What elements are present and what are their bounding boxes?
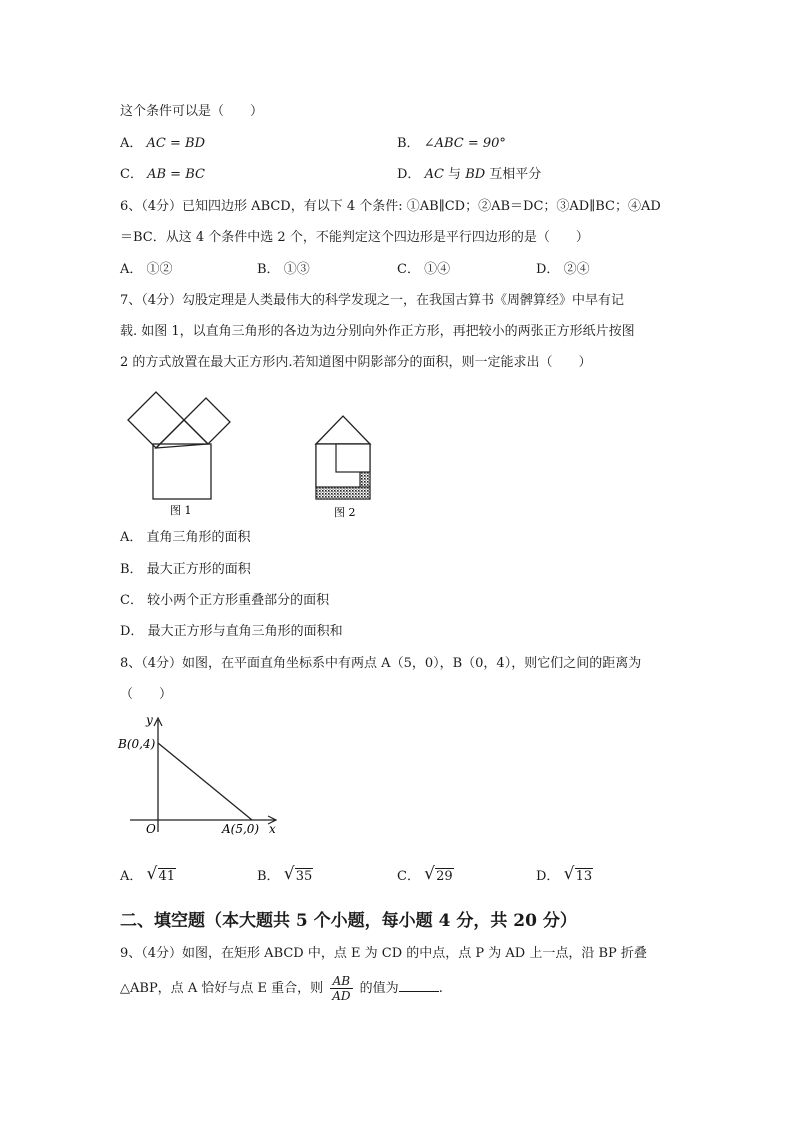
option-label: D． [536, 262, 560, 277]
q5-option-b[interactable] [397, 135, 506, 153]
q6-option-a[interactable] [120, 261, 173, 279]
fig2-shaded-region-bottom [316, 487, 370, 499]
q7-line-1: 7、（4分）勾股定理是人类最伟大的科学发现之一，在我国古算书《周髀算经》中早有记 [120, 293, 625, 308]
answer-blank[interactable] [399, 979, 439, 992]
q7-option-a[interactable] [120, 529, 251, 547]
figure-1-pythagoras [120, 390, 300, 525]
q5-option-a[interactable] [120, 135, 205, 153]
q7-option-d[interactable] [120, 623, 343, 641]
option-text: ①④ [424, 262, 451, 277]
q6-option-b[interactable] [257, 261, 310, 279]
q6-option-d[interactable] [536, 261, 590, 279]
y-axis-label: y [146, 713, 153, 727]
q8-option-d[interactable] [536, 864, 593, 886]
radicand: 35 [295, 869, 313, 884]
option-text: ②④ [563, 262, 590, 277]
q8-option-a[interactable] [120, 864, 176, 886]
option-text: 直角三角形的面积 [146, 530, 251, 545]
q8-option-c[interactable] [397, 864, 454, 886]
fig2-small-square [336, 444, 370, 472]
option-text: ①② [146, 262, 173, 277]
q8-line-1: 8、（4分）如图，在平面直角坐标系中有两点 A（5，0），B（0，4），则它们之间的距离为 [120, 656, 642, 671]
q7-line-2: 载. 如图 1，以直角三角形的各边为边分别向外作正方形，再把较小的两张正方形纸片按图 [120, 324, 635, 339]
q7-option-c[interactable] [120, 592, 329, 610]
origin-label: O [146, 822, 156, 836]
option-text: ①③ [283, 262, 310, 277]
fig2-shaded-region-side [360, 472, 370, 487]
sqrt-symbol: √ 35 [283, 864, 313, 884]
fig2-triangle [316, 416, 370, 444]
q9-line-2 [120, 972, 443, 1006]
option-text: 较小两个正方形重叠部分的面积 [147, 593, 330, 608]
fig1-right-square [184, 398, 230, 444]
sqrt-symbol: √ 13 [563, 864, 593, 884]
option-math-1: AC [424, 167, 444, 182]
point-b-label: B(0,4) [118, 737, 156, 751]
option-text: AB = BC [147, 167, 205, 182]
q8-option-b[interactable] [257, 864, 313, 886]
option-label: A． [120, 869, 143, 884]
fig1-left-square [128, 392, 184, 448]
option-label: C． [397, 262, 420, 277]
q8-line-2: （ ） [120, 687, 173, 702]
radicand: 13 [575, 869, 593, 884]
point-a-label: A(5,0) [222, 822, 260, 836]
q5-stem: 这个条件可以是（ ） [120, 104, 264, 119]
option-label: B． [120, 562, 143, 577]
fig1-caption: 图 1 [170, 504, 192, 517]
option-label: C． [120, 593, 143, 608]
option-label: A． [120, 136, 143, 151]
option-label: A． [120, 530, 143, 545]
q9-line-2-post: 的值为 [359, 981, 399, 996]
sqrt-symbol: √ 41 [146, 864, 176, 884]
q6-line-2: ＝BC．从这 4 个条件中选 2 个，不能判定这个四边形是平行四边形的是（ ） [120, 230, 589, 245]
fig2-caption: 图 2 [334, 506, 356, 519]
x-axis-label: x [269, 822, 276, 836]
option-text: ∠ABC = 90° [423, 136, 506, 151]
option-label: A． [120, 262, 143, 277]
option-label: D． [120, 624, 144, 639]
q5-option-d[interactable] [397, 166, 541, 184]
fraction-denominator: AD [332, 989, 351, 1003]
option-text-end: 互相平分 [485, 167, 542, 182]
option-label: B． [257, 262, 280, 277]
q7-line-3: 2 的方式放置在最大正方形内.若知道图中阴影部分的面积，则一定能求出（ ） [120, 355, 592, 370]
option-label: D． [536, 869, 560, 884]
q6-option-c[interactable] [397, 261, 450, 279]
radicand: 29 [436, 869, 453, 884]
option-label: C． [120, 167, 143, 182]
q9-line-1: 9、（4分）如图，在矩形 ABCD 中，点 E 为 CD 的中点，点 P 为 AD 上一点，沿 BP 折叠 [120, 946, 647, 961]
option-text: 最大正方形的面积 [146, 562, 251, 577]
q7-option-b[interactable] [120, 561, 251, 579]
section-2-heading: 二、填空题（本大题共 5 个小题，每小题 4 分，共 20 分） [120, 911, 577, 931]
figure-2-squares [310, 412, 390, 524]
segment-ab [158, 743, 252, 820]
option-label: D． [397, 167, 421, 182]
radicand: 41 [158, 869, 176, 884]
option-label: B． [257, 869, 280, 884]
q9-line-2-pre: △ABP，点 A 恰好与点 E 重合，则 [120, 981, 324, 996]
q6-line-1: 6、（4分）已知四边形 ABCD，有以下 4 个条件: ①AB∥CD；②AB＝DC；③AD∥BC；④AD [120, 199, 661, 214]
fraction-numerator: AB [330, 974, 352, 989]
option-label: B． [397, 136, 420, 151]
q9-line-2-end: . [438, 981, 443, 996]
option-label: C． [397, 869, 420, 884]
fig1-large-square [153, 444, 211, 499]
option-text-mid: 与 [443, 167, 466, 182]
option-text: AC = BD [146, 136, 205, 151]
q5-option-c[interactable] [120, 166, 205, 184]
coordinate-graph [118, 712, 290, 836]
fraction-ab-over-ad [330, 974, 352, 1003]
option-math-2: BD [465, 167, 486, 182]
sqrt-symbol: √ 29 [424, 864, 453, 884]
option-text: 最大正方形与直角三角形的面积和 [147, 624, 343, 639]
